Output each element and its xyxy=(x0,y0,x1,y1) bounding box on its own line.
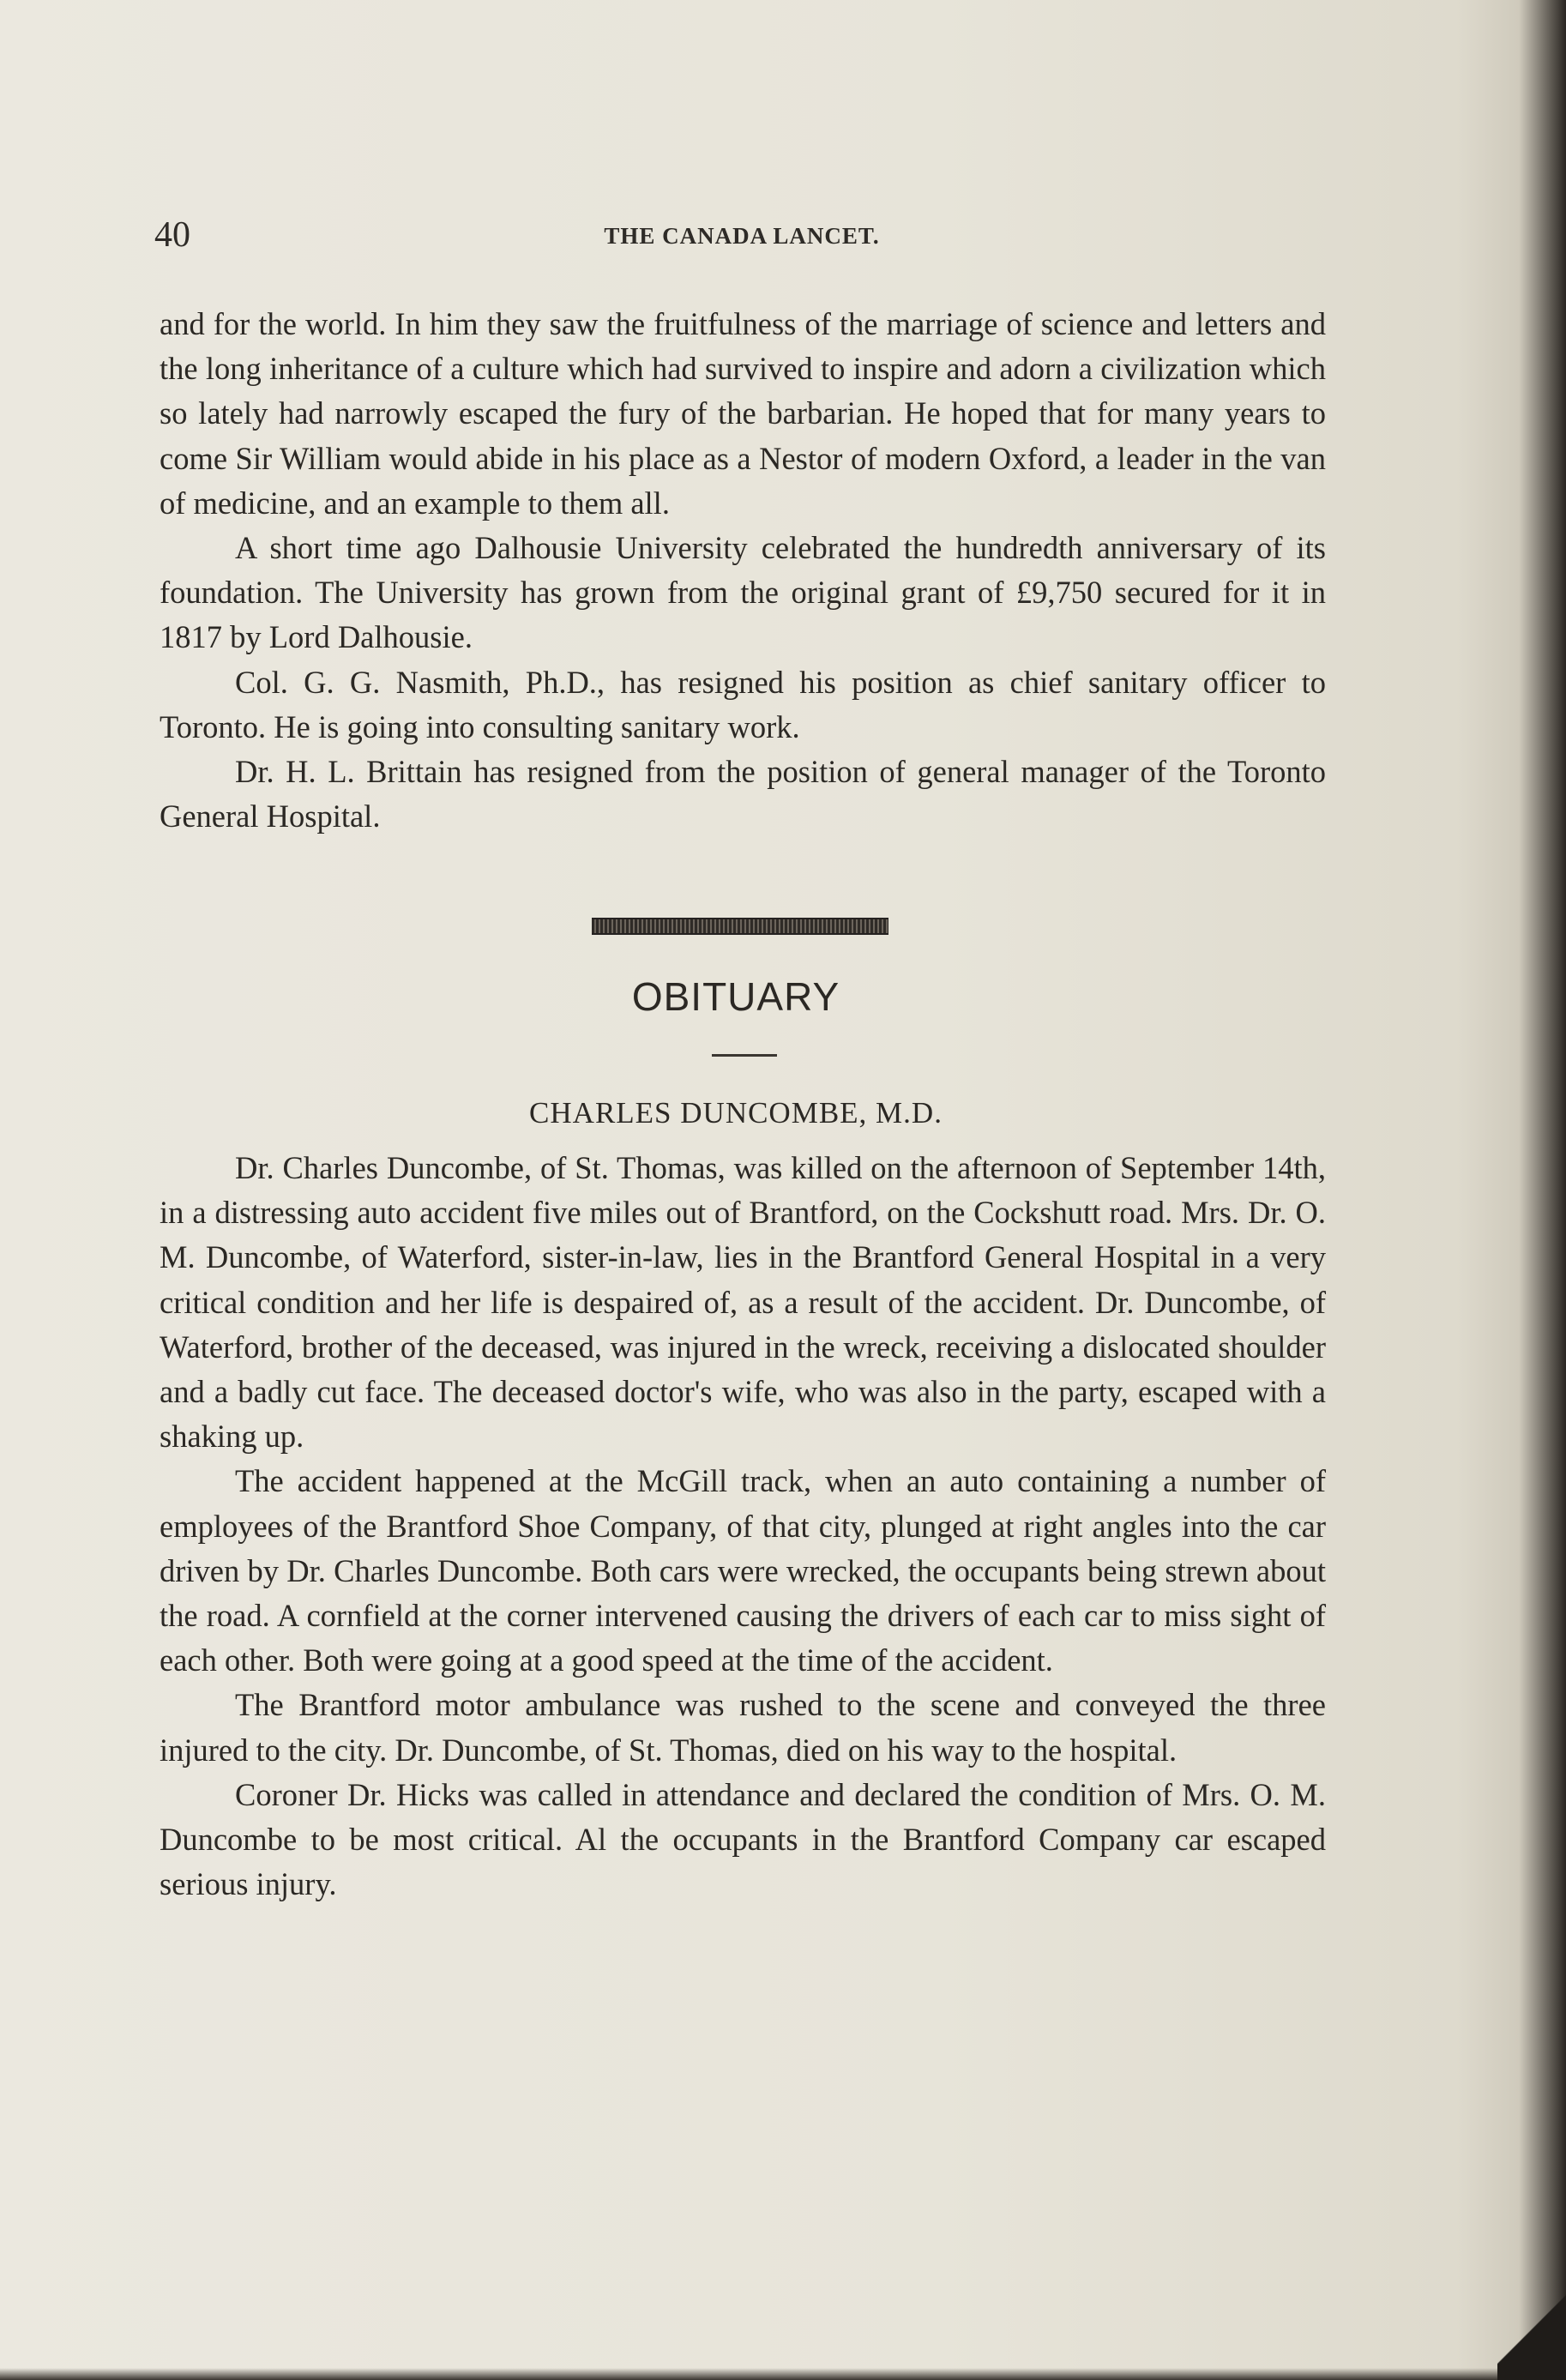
obituary-paragraph: The accident happened at the McGill track, when an auto containing a number of employees of the Brantford Shoe Company, of that city, plunged at right angles into the car driven by Dr. Charles Duncombe. Both cars were wrecked, the occupants being strewn about the road. A cornfield at the corner intervened causing the drivers of each car to miss sight of each other. Both were going at a good speed at the time of the accident. xyxy=(160,1463,1326,1678)
page-bottom-edge xyxy=(0,2368,1566,2380)
news-section xyxy=(160,302,1326,839)
news-paragraph: Dr. H. L. Brittain has resigned from the position of general manager of the Toronto General Hospital. xyxy=(160,754,1326,835)
news-paragraph: Col. G. G. Nasmith, Ph.D., has resigned his position as chief sanitary officer to Toronto. He is going into consulting sanitary work. xyxy=(160,664,1326,744)
obituary-body xyxy=(160,1146,1326,1907)
journal-title: THE CANADA LANCET. xyxy=(604,223,880,249)
news-paragraph: and for the world. In him they saw the fruitfulness of the marriage of science and letters and the long inheritance of a culture which had survived to inspire and adorn a civilization which so lately had narrowly escaped the fury of the barbarian. He hoped that for many years to come Sir William would abide in his place as a Nestor of modern Oxford, a leader in the van of medicine, and an example to them all. xyxy=(160,306,1326,521)
page-corner-shadow xyxy=(1497,2277,1566,2380)
heading-rule xyxy=(712,1054,777,1057)
article-title: CHARLES DUNCOMBE, M.D. xyxy=(529,1096,943,1130)
news-paragraph: A short time ago Dalhousie University celebrated the hundredth anniversary of its foundation. The University has grown from the original grant of £9,750 secured for it in 1817 by Lord Dalhousie. xyxy=(160,530,1326,655)
decorative-ornament xyxy=(592,918,888,935)
page-number: 40 xyxy=(154,215,190,255)
obituary-heading: OBITUARY xyxy=(631,974,840,1019)
obituary-paragraph: Coroner Dr. Hicks was called in attendance and declared the condition of Mrs. O. M. Duncombe to be most critical. Al the occupants in the Brantford Company car escaped serious injury. xyxy=(160,1776,1326,1902)
running-head xyxy=(154,214,1329,266)
obituary-paragraph: Dr. Charles Duncombe, of St. Thomas, was killed on the afternoon of September 14th, in a distressing auto accident five miles out of Brantford, on the Cockshutt road. Mrs. Dr. O. M. Duncombe, of Waterford, sister-in-law, lies in the Brantford General Hospital in a very critical condition and her life is despaired of, as a result of the accident. Dr. Duncombe, of Waterford, brother of the deceased, was injured in the wreck, receiving a dislocated shoulder and a badly cut face. The deceased doctor's wife, who was also in the party, escaped with a shaking up. xyxy=(160,1150,1326,1455)
obituary-paragraph: The Brantford motor ambulance was rushed to the scene and conveyed the three injured to the city. Dr. Duncombe, of St. Thomas, died on his way to the hospital. xyxy=(160,1687,1326,1768)
